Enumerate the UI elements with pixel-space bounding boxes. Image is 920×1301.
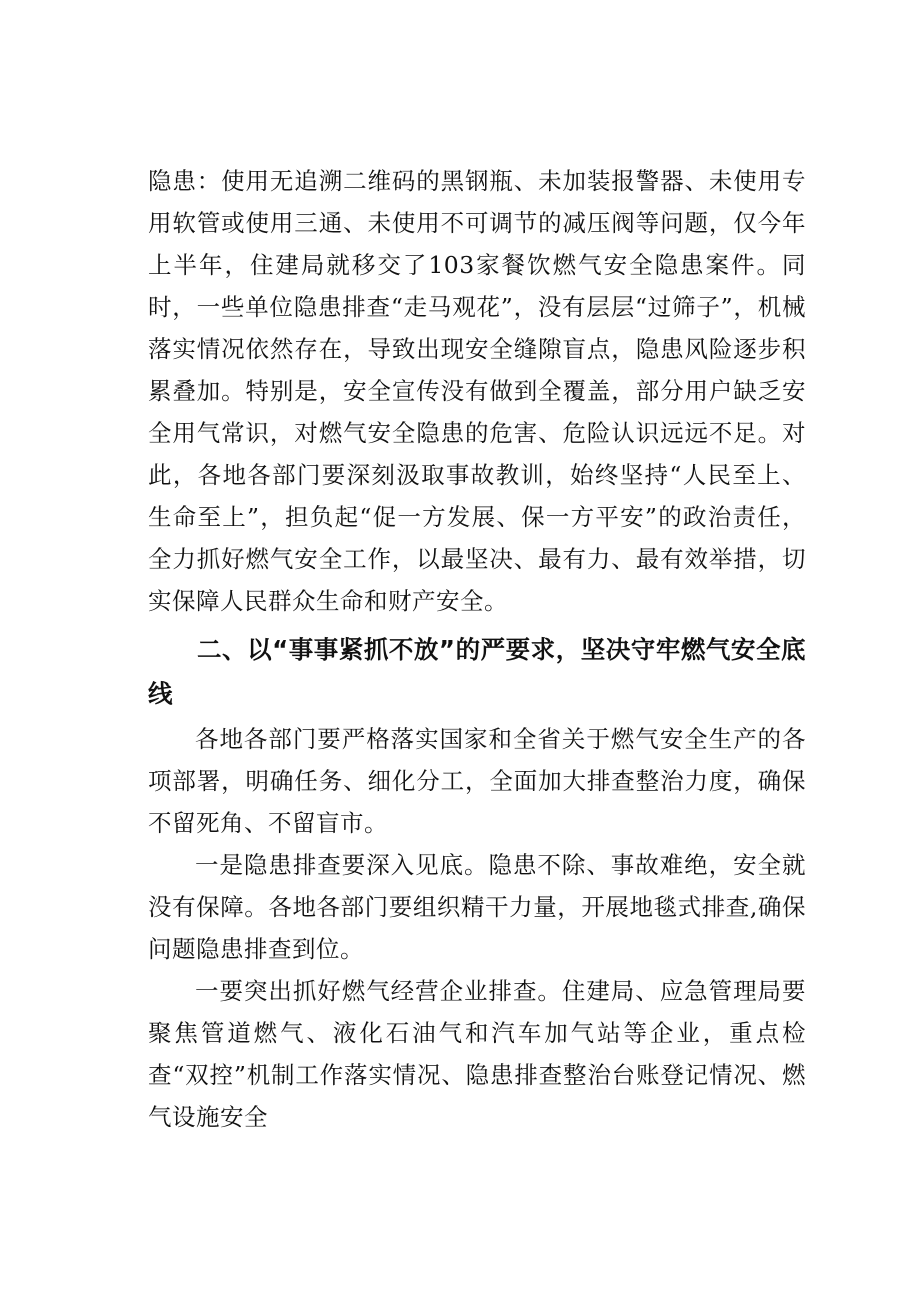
section-paragraph-gas-enterprise: 一要突出抓好燃气经营企业排查。住建局、应急管理局要聚焦管道燃气、液化石油气和汽车加气站等企业，重点检查“双控”机制工作落实情况、隐患排查整治台账登记情况、燃气设施安全 xyxy=(148,977,806,1131)
section-heading: 二、以“事事紧抓不放”的严要求，坚决守牢燃气安全底线 xyxy=(148,635,806,708)
section-paragraph-hazard-check: 一是隐患排查要深入见底。隐患不除、事故难绝，安全就没有保障。各地各部门要组织精干力量，开展地毯式排查,确保问题隐患排查到位。 xyxy=(148,851,806,963)
document-body xyxy=(148,160,806,1138)
continued-paragraph: 隐患：使用无追溯二维码的黑钢瓶、未加装报警器、未使用专用软管或使用三通、未使用不可调节的减压阀等问题，仅今年上半年，住建局就移交了103家餐饮燃气安全隐患案件。同时，一些单位隐患排查“走马观花”，没有层层“过筛子”，机械落实情况依然存在，导致出现安全缝隙盲点，隐患风险逐步积累叠加。特别是，安全宣传没有做到全覆盖，部分用户缺乏安全用气常识，对燃气安全隐患的危害、危险认识远远不足。对此，各地各部门要深刻汲取事故教训，始终坚持“人民至上、生命至上”，担负起“促一方发展、保一方平安”的政治责任，全力抓好燃气安全工作，以最坚决、最有力、最有效举措，切实保障人民群众生命和财产安全。 xyxy=(148,167,806,615)
section-paragraph-intro: 各地各部门要严格落实国家和全省关于燃气安全生产的各项部署，明确任务、细化分工，全面加大排查整治力度，确保不留死角、不留盲市。 xyxy=(148,725,806,837)
